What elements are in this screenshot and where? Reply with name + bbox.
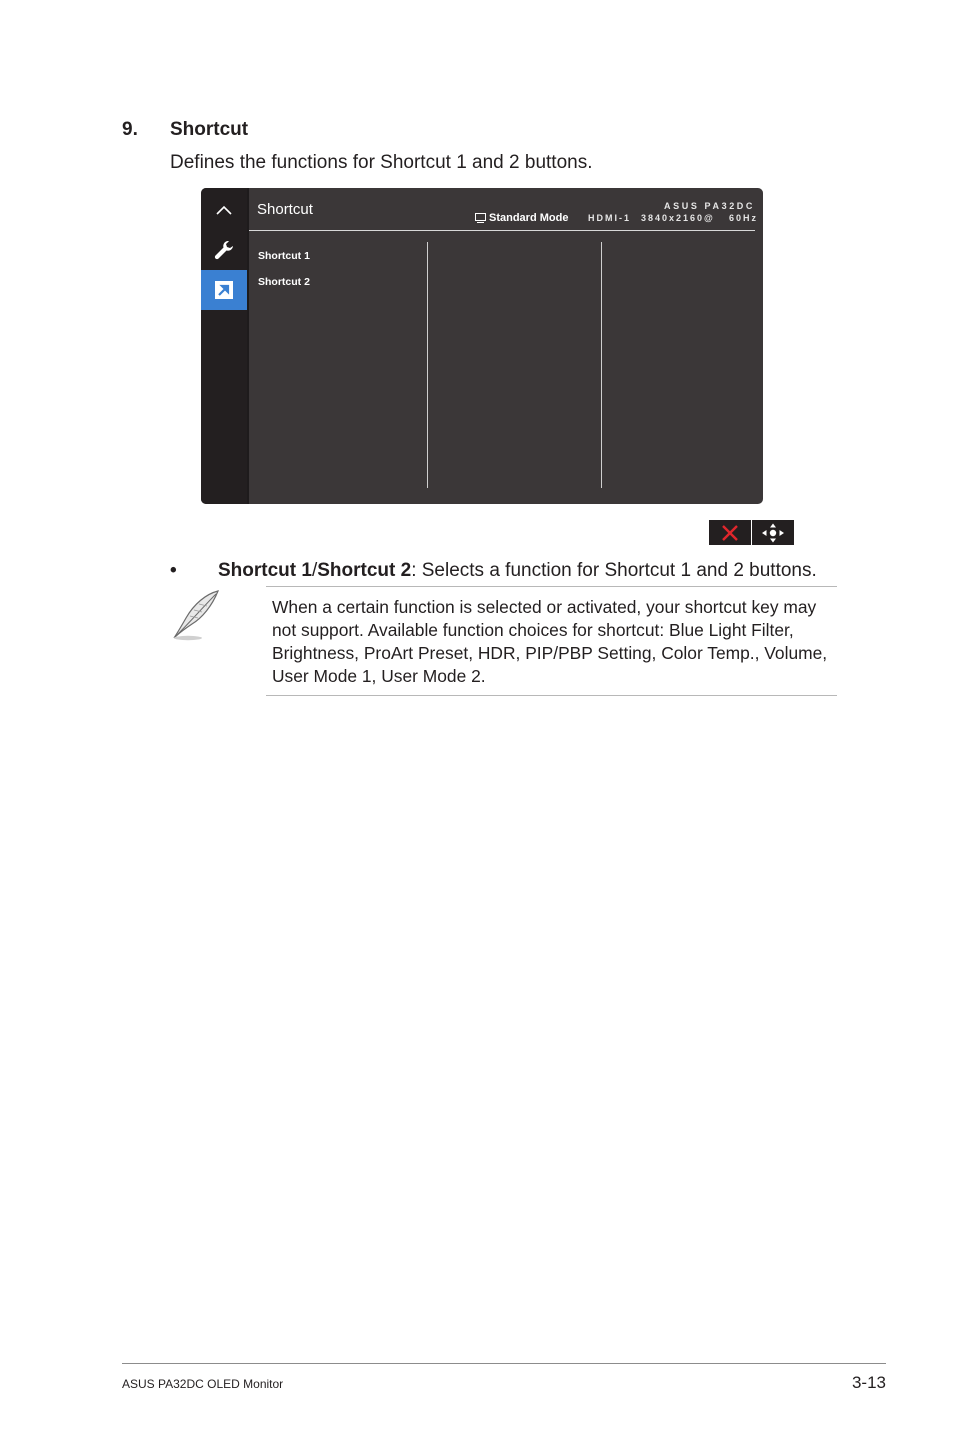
osd-mode bbox=[475, 212, 568, 224]
close-x-icon bbox=[721, 525, 739, 541]
five-way-navigation-icon bbox=[761, 523, 785, 543]
note-text: When a certain function is selected or activated, your shortcut key may not support. Available function choices for shortcut: Blue Light Filter, Brightness, ProArt Preset, HDR, PIP/PBP Setting, Color Temp., Volume, User Mode 1, User Mode 2. bbox=[272, 597, 828, 686]
feather-pen-icon bbox=[168, 588, 224, 644]
monitor-icon bbox=[475, 213, 486, 223]
chevron-up-icon bbox=[215, 204, 233, 216]
osd-title: Shortcut bbox=[257, 201, 313, 218]
osd-shortcut-button[interactable] bbox=[201, 270, 247, 310]
bullet-description: : Selects a function for Shortcut 1 and 2 buttons. bbox=[411, 560, 817, 581]
osd-refresh: 60Hz bbox=[729, 213, 759, 223]
wrench-icon bbox=[213, 239, 235, 261]
bullet-mark: • bbox=[170, 560, 177, 581]
close-key[interactable] bbox=[709, 520, 751, 545]
osd-resolution: 3840x2160@ bbox=[641, 213, 715, 223]
navigation-key[interactable] bbox=[752, 520, 794, 545]
osd-sidebar bbox=[201, 188, 247, 504]
bullet-term-2: Shortcut 2 bbox=[317, 560, 412, 581]
osd-model: ASUS PA32DC bbox=[664, 201, 755, 211]
footer-rule bbox=[122, 1363, 886, 1364]
osd-column-divider bbox=[427, 242, 428, 488]
osd-input: HDMI-1 bbox=[588, 213, 631, 223]
osd-item-shortcut-1[interactable]: Shortcut 1 bbox=[258, 250, 310, 262]
note-icon-wrap bbox=[168, 588, 224, 649]
page-number: 3-13 bbox=[851, 1373, 886, 1392]
osd-divider bbox=[247, 188, 249, 504]
osd-header-rule bbox=[249, 230, 755, 231]
osd-system-setup-button[interactable] bbox=[201, 230, 247, 270]
note-top-rule bbox=[266, 586, 837, 587]
bullet-term-1: Shortcut 1 bbox=[218, 560, 312, 581]
footer-product: ASUS PA32DC OLED Monitor bbox=[122, 1377, 284, 1391]
section-number: 9. bbox=[122, 119, 138, 140]
osd-item-shortcut-2[interactable]: Shortcut 2 bbox=[258, 276, 310, 288]
osd-mode-label: Standard Mode bbox=[489, 212, 569, 224]
shortcut-arrow-icon bbox=[214, 280, 234, 300]
osd-column-divider bbox=[601, 242, 602, 488]
note-bottom-rule bbox=[266, 695, 837, 696]
section-title: Shortcut bbox=[170, 119, 249, 140]
osd-menu bbox=[201, 188, 763, 504]
osd-up-button[interactable] bbox=[201, 190, 247, 230]
section-description: Defines the functions for Shortcut 1 and 2 buttons. bbox=[170, 152, 593, 173]
bullet-slash: / bbox=[311, 560, 318, 581]
bullet-item bbox=[218, 560, 817, 582]
